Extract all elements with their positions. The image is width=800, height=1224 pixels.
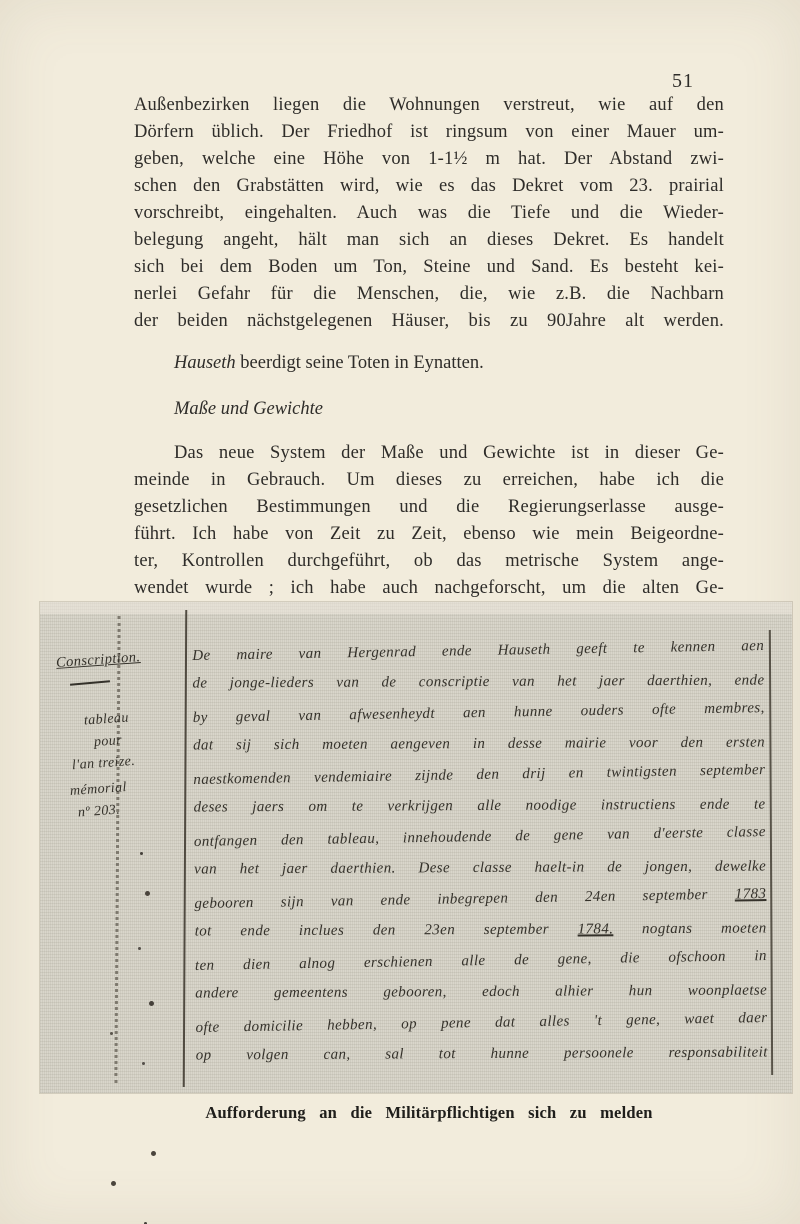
handwritten-text-block [192, 634, 768, 1073]
handwritten-line: gebooren sijn van ende inbegrepen den 24en september 1783 [194, 886, 767, 912]
handwritten-line: tot ende inclues den 23en september 1784. nogtans moeten [194, 920, 767, 940]
paragraph-line: geben, welche eine Höhe von 1-1½ m hat. Der Abstand zwi- [134, 149, 724, 169]
margin-note-numero: nº 203. [77, 802, 121, 821]
paragraph-line: Das neue System der Maße und Gewichte ist in dieser Ge- [174, 443, 724, 463]
hauseth-rest: beerdigt seine Toten in Eynatten. [235, 353, 484, 373]
margin-note-conscription: Conscription. [55, 649, 141, 671]
paragraph-friedhof [134, 92, 724, 335]
caption-row [134, 1103, 724, 1123]
paragraph-line: nerlei Gefahr für die Menschen, die, wie z.B. die Nachbarn [134, 284, 724, 304]
hauseth-name: Hauseth [174, 353, 236, 373]
scan-right-border-line [769, 630, 773, 1075]
paragraph-line: der beiden nächstgelegenen Häuser, bis zu 90Jahre alt werden. [134, 311, 724, 331]
margin-note-flourish [70, 680, 110, 685]
margin-note-tableau: tableau [83, 710, 130, 729]
scan-margin-divider-line [183, 610, 187, 1087]
handwritten-line: ontfangen den tableau, innehoudende de gene van d'eerste classe [193, 824, 766, 850]
handwritten-line: dat sij sich moeten aengeven in desse mairie voor den ersten [193, 734, 766, 754]
paragraph-line: vorschreibt, eingehalten. Auch was die Tiefe und die Wieder- [134, 203, 724, 223]
paragraph-line: ter, Kontrollen durchgeführt, ob das metrische System ange- [134, 551, 724, 571]
paragraph-line: meinde in Gebrauch. Um dieses zu erreichen, habe ich die [134, 470, 724, 490]
document-scan [40, 602, 792, 1093]
handwritten-line: andere gemeentens gebooren, edoch alhier hun woonplaetse [195, 982, 768, 1002]
paragraph-masse-gewichte [134, 440, 724, 629]
handwritten-line: by geval van afwesenheydt aen hunne ouders ofte membres, [192, 700, 765, 726]
ink-specks [140, 852, 143, 855]
handwritten-line: ofte domicilie hebben, op pene dat alles 't gene, waet daer [195, 1010, 768, 1036]
margin-note-memorial: mémorial [69, 780, 128, 799]
paragraph-line: führt. Ich habe von Zeit zu Zeit, ebenso wie mein Beigeordne- [134, 524, 724, 544]
handwritten-line: van het jaer daerthien. Dese classe haelt-in de jongen, dewelke [194, 858, 767, 878]
handwritten-line: op volgen can, sal tot hunne persoonele responsabiliteit [195, 1044, 768, 1064]
paragraph-line: schen den Grabstätten wird, wie es das Dekret vom 23. prairial [134, 176, 724, 196]
figure-caption: Aufforderung an die Militärpflichtigen sich zu melden [205, 1103, 653, 1122]
paragraph-line: gesetzlichen Bestimmungen und die Regierungserlasse ausge- [134, 497, 724, 517]
paragraph-line: belegung angeht, hält man sich an dieses Dekret. Es handelt [134, 230, 724, 250]
handwritten-line: De maire van Hergenrad ende Hauseth geeft te kennen aen [192, 638, 765, 664]
paragraph-line: sich bei dem Boden um Ton, Steine und Sand. Es besteht kei- [134, 257, 724, 277]
paragraph-line: Dörfern üblich. Der Friedhof ist ringsum von einer Mauer um- [134, 122, 724, 142]
scan-fold-line [114, 616, 120, 1083]
paragraph-line: wendet wurde ; ich habe auch nachgeforscht, um die alten Ge- [134, 578, 724, 598]
printed-text-block [134, 92, 724, 629]
handwritten-line: naestkomenden vendemiaire zijnde den drij en twintigsten september [193, 762, 766, 788]
margin-note-pour: pour [93, 733, 123, 750]
handwritten-line: ten dien alnog erschienen alle de gene, die ofschoon in [194, 948, 768, 974]
paragraph-line: Außenbezirken liegen die Wohnungen verstreut, wie auf den [134, 95, 724, 115]
handwritten-line: deses jaers om te verkrijgen alle noodige instructiens ende te [193, 796, 766, 816]
hauseth-sentence [134, 350, 724, 377]
margin-note-lan-treize: l'an treize. [71, 753, 136, 774]
section-heading-masse-und-gewichte: Maße und Gewichte [174, 399, 323, 419]
page-number: 51 [672, 70, 694, 92]
handwritten-line: de jonge-lieders van de conscriptie van het jaer daerthien, ende [192, 672, 765, 692]
